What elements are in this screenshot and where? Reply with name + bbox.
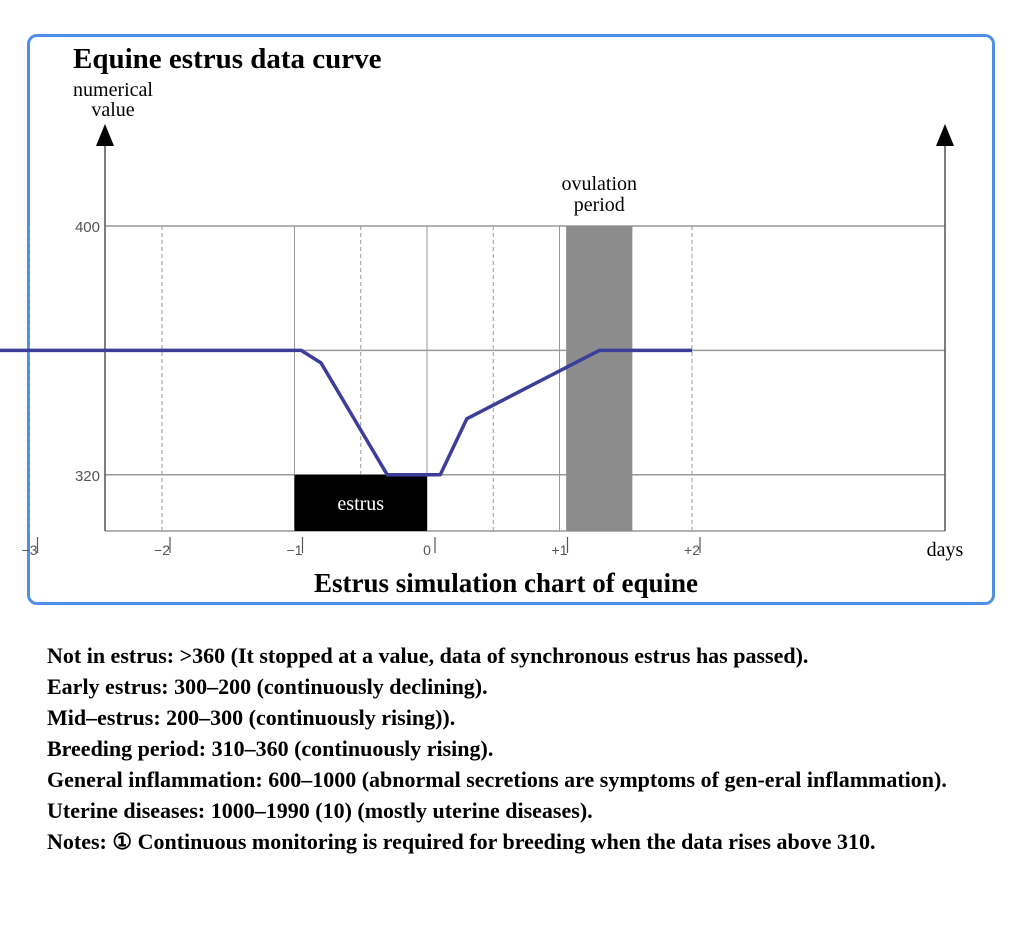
ovulation-period-label-line: ovulation [561,173,638,195]
grid [30,226,946,531]
y-axis-right-arrow [936,124,954,146]
estrus-label: estrus [337,492,385,515]
ovulation-band [566,226,632,531]
y-axis-label [73,79,153,121]
y-axis-left-arrow [96,124,114,146]
notes-list [47,640,997,857]
y-tick-label: 400 [74,219,100,236]
x-tick-label: −3 [21,542,38,558]
y-axis-label-line: numerical [73,79,153,101]
ovulation-period-label-line: period [573,194,625,216]
note-line: Early estrus: 300–200 (continuously declining). [47,674,488,699]
y-axis-label-line: value [91,99,135,121]
note-line: Notes: ① Continuous monitoring is required for breeding when the data rises above 310. [47,829,876,854]
y-tick-label: 320 [74,467,100,485]
note-line: Uterine diseases: 1000–1990 (10) (mostly uterine diseases). [47,798,593,823]
x-axis-label: days [926,539,964,561]
chart-subtitle: Estrus simulation chart of equine [313,568,699,598]
x-tick-label: +1 [551,542,568,558]
chart-title: Equine estrus data curve [73,43,382,75]
note-line: Not in estrus: >360 (It stopped at a value, data of synchronous estrus has passed). [47,643,809,668]
note-line: Breeding period: 310–360 (continuously rising). [47,736,494,761]
x-tick-label: −1 [286,542,303,558]
x-tick-label: 0 [423,542,431,558]
x-tick-label: −2 [154,542,170,558]
ovulation-period-label [561,173,637,216]
y-axis-label-text [73,79,153,121]
note-line: Mid–estrus: 200–300 (continuously rising)). [47,705,456,730]
x-tick-label: +2 [684,542,700,558]
axes [96,124,954,531]
note-line: General inflammation: 600–1000 (abnormal secretions are symptoms of gen-eral inflammation). [47,767,947,792]
